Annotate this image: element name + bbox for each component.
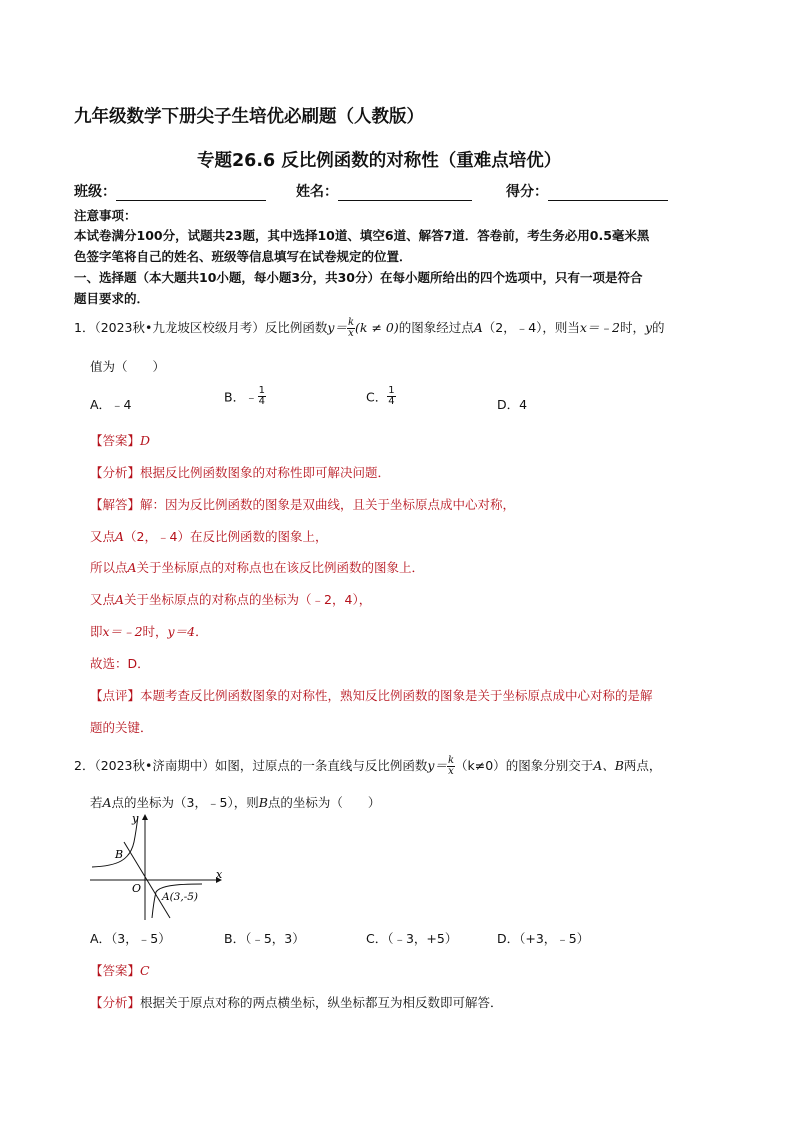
q2-analysis-text: 根据关于原点对称的两点横坐标，纵坐标都互为相反数即可解答． <box>140 995 503 1010</box>
q1-review-1 <box>90 686 653 704</box>
q2-line2-post: 点的坐标为（ ） <box>267 795 381 810</box>
q2-tail-ab: A、B <box>593 758 624 773</box>
q1-sol4-post: 关于坐标原点的对称点的坐标为（﹣2，4）， <box>124 592 372 607</box>
q1-option-b-den: 4 <box>258 396 265 407</box>
q2-fn-y: y＝ <box>427 758 447 773</box>
class-field <box>74 181 266 201</box>
q1-stem-line-2: 值为（ ） <box>90 359 166 374</box>
notice-line-2: 色签字笔将自己的姓名、班级等信息填写在试卷规定的位置． <box>74 249 412 264</box>
q2-fraction <box>447 756 455 777</box>
section-heading-1: 一、选择题（本大题共10小题，每小题3分，共30分）在每小题所给出的四个选项中，只有一项是符合 <box>74 270 643 285</box>
q1-analysis-text: 根据反比例函数图象的对称性即可解决问题． <box>140 465 391 480</box>
graph-x-label: x <box>216 868 223 881</box>
q1-point-a: A <box>473 320 483 335</box>
q1-sol5-y: y＝4 <box>167 624 196 639</box>
q1-stem <box>74 318 665 339</box>
q1-sol2-post: （2，﹣4）在反比例函数的图象上， <box>124 529 328 544</box>
q1-option-b <box>224 386 266 407</box>
q1-xval: x＝﹣2 <box>579 320 620 335</box>
q2-tail-post: 两点， <box>623 758 662 773</box>
score-label: 得分： <box>506 184 548 200</box>
paper-subtitle: 专题26.6 反比例函数的对称性（重难点培优） <box>197 151 562 171</box>
q2-option-a: A．（3，﹣5） <box>90 931 171 946</box>
q1-fraction <box>347 318 355 339</box>
q2-line2-mid: 点的坐标为（3，﹣5），则 <box>111 795 259 810</box>
q1-coord-a: （2，﹣4），则当 <box>482 320 580 335</box>
notice-line-1: 本试卷满分100分，试题共23题，其中选择10道、填空6道、解答7道．答卷前，考生务必用0.5毫米黑 <box>74 228 650 243</box>
q1-sol5-end: ． <box>195 624 208 639</box>
section-heading-2: 题目要求的． <box>74 291 150 306</box>
q2-stem-line-2 <box>90 793 380 811</box>
q1-solution-6: 故选：D． <box>90 656 150 671</box>
q1-solution-2 <box>90 527 327 545</box>
q1-sol5-mid: 时， <box>142 624 168 639</box>
q1-solution-5 <box>90 622 208 640</box>
q2-line2-pre: 若 <box>90 795 103 810</box>
q1-fn-cond: (k ≠ 0) <box>355 320 399 335</box>
q1-prefix: 1．（2023秋•九龙坡区校级月考）反比例函数 <box>74 320 328 335</box>
q1-mid: 的图象经过点 <box>398 320 474 335</box>
q2-frac-num: k <box>447 755 455 766</box>
q2-analysis <box>90 993 503 1011</box>
graph-point-a-label: A(3,-5) <box>162 891 199 903</box>
q1-answer <box>90 431 150 449</box>
y-axis-arrow <box>142 814 148 820</box>
q1-sol2-a: A <box>115 529 125 544</box>
q2-answer-tag: 【答案】 <box>90 963 141 978</box>
score-blank <box>548 184 668 201</box>
q1-answer-tag: 【答案】 <box>90 433 141 448</box>
q1-sol3-pre: 所以点 <box>90 560 128 575</box>
q2-option-c: C．（﹣3，+5） <box>366 931 458 946</box>
q1-tail: 的 <box>652 320 665 335</box>
q1-frac-den: x <box>348 328 354 339</box>
q1-option-b-label: B．﹣ <box>224 389 258 405</box>
graph-y-label: y <box>132 812 139 825</box>
q1-sol3-post: 关于坐标原点的对称点也在该反比例函数的图象上． <box>136 560 425 575</box>
name-label: 姓名： <box>296 184 338 200</box>
q2-fn-cond: （k≠0） <box>455 758 506 773</box>
q1-review-text-1: 本题考查反比例函数图象的对称性，熟知反比例函数的图象是关于坐标原点成中心对称的是解 <box>140 688 653 703</box>
q1-option-a: A．﹣4 <box>90 397 132 412</box>
paper-title: 九年级数学下册尖子生培优必刷题（人教版） <box>74 107 424 127</box>
q2-line2-b: B <box>258 795 268 810</box>
q1-option-c-den: 4 <box>388 396 395 407</box>
q1-sol2-pre: 又点 <box>90 529 116 544</box>
q1-solution-3 <box>90 558 424 576</box>
q2-stem <box>74 756 661 777</box>
q1-review-tag: 【点评】 <box>90 688 141 703</box>
q2-answer-value: C <box>140 963 150 978</box>
q1-analysis <box>90 463 390 481</box>
q2-prefix: 2．（2023秋•济南期中）如图，过原点的一条直线与反比例函数 <box>74 758 428 773</box>
name-field <box>296 181 472 201</box>
q1-mid2: 时， <box>619 320 645 335</box>
q1-solution-tag: 【解答】 <box>90 497 141 512</box>
q1-solution-1 <box>90 495 515 513</box>
q2-option-d: D．（+3，﹣5） <box>497 931 590 946</box>
q1-fn-y: y＝ <box>327 320 347 335</box>
name-blank <box>338 184 472 201</box>
q2-analysis-tag: 【分析】 <box>90 995 141 1010</box>
q1-frac-num: k <box>347 317 355 328</box>
q1-yvar: y <box>644 320 653 335</box>
q1-sol4-a: A <box>115 592 125 607</box>
q1-sol4-pre: 又点 <box>90 592 116 607</box>
class-blank <box>116 184 266 201</box>
q2-line2-a: A <box>102 795 112 810</box>
q2-tail-pre: 的图象分别交于 <box>505 758 594 773</box>
q1-sol5-x: x＝﹣2 <box>102 624 143 639</box>
notice-title: 注意事项： <box>74 208 137 223</box>
q2-option-b: B．（﹣5，3） <box>224 931 305 946</box>
q1-option-c-label: C． <box>366 389 388 405</box>
q2-answer <box>90 961 150 979</box>
q2-hyperbola-graph <box>88 812 228 922</box>
graph-point-b-label: B <box>115 848 124 861</box>
q1-option-c-fraction <box>387 386 395 407</box>
q1-answer-value: D <box>140 433 151 448</box>
q1-option-c-num: 1 <box>388 385 395 396</box>
class-label: 班级： <box>74 184 116 200</box>
score-field <box>506 181 668 201</box>
q1-option-b-fraction <box>258 386 266 407</box>
q1-sol3-a: A <box>127 560 137 575</box>
q1-review-2: 题的关键． <box>90 720 153 735</box>
q1-solution-text-1: 解：因为反比例函数的图象是双曲线，且关于坐标原点成中心对称， <box>140 497 516 512</box>
q1-solution-4 <box>90 590 371 608</box>
q1-option-c <box>366 386 396 407</box>
q1-sol5-pre: 即 <box>90 624 103 639</box>
q1-option-d: D．4 <box>497 397 528 412</box>
q1-option-b-num: 1 <box>258 385 265 396</box>
q1-analysis-tag: 【分析】 <box>90 465 141 480</box>
q2-frac-den: x <box>448 766 454 777</box>
graph-origin-label: O <box>132 882 142 895</box>
